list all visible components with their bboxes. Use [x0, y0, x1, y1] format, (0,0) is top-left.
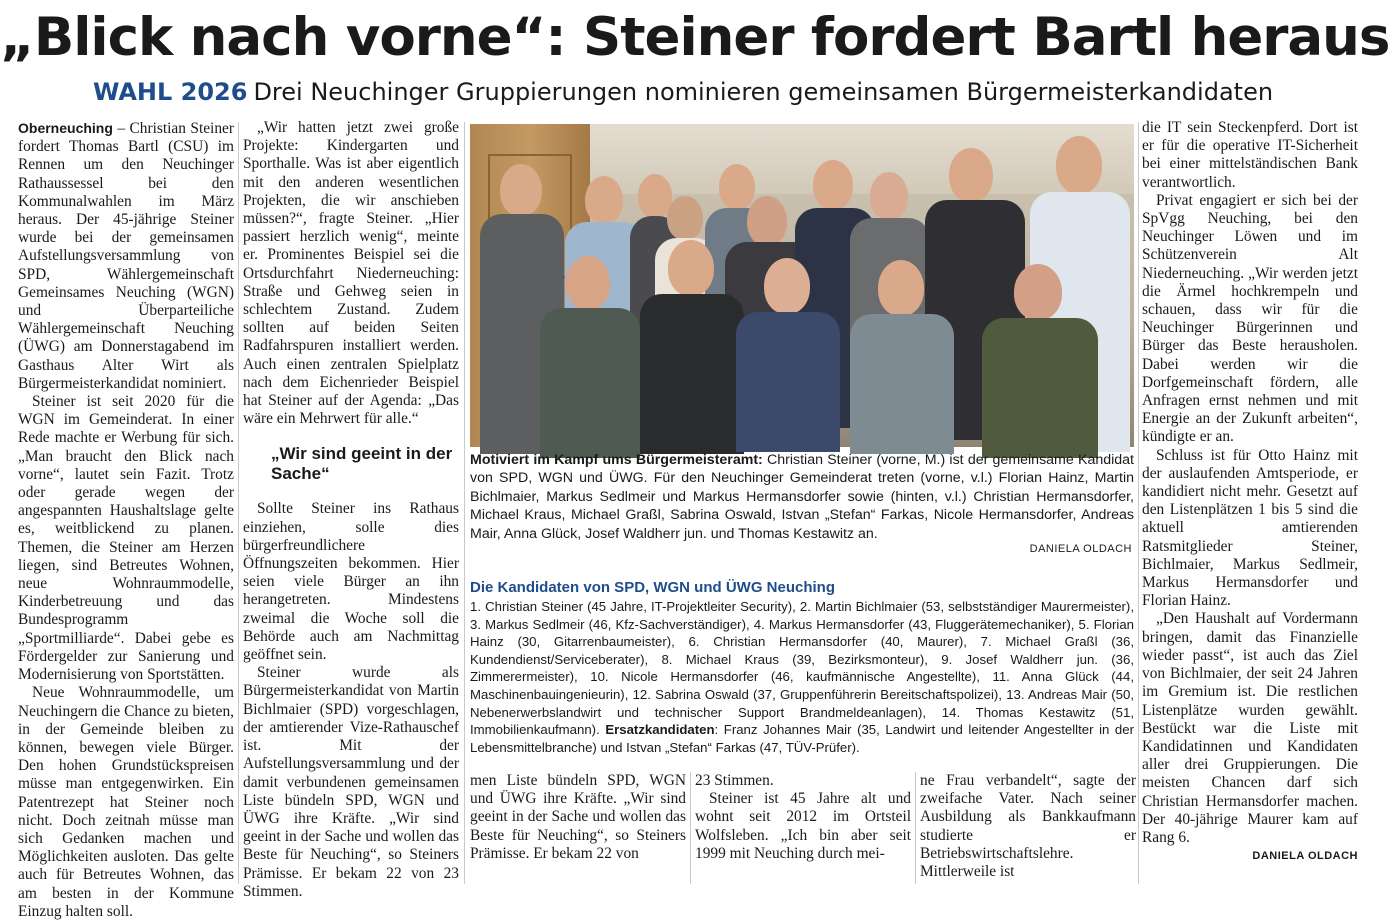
- column-divider: [1138, 122, 1139, 884]
- article-column-right: [1142, 119, 1358, 889]
- article-paragraph: Schluss ist für Otto Hainz mit der auslaufenden Amtsperiode, er kandidiert nicht mehr. Gesetzt auf den Listenplätzen 1 bis 5 sind die aktuell amtierenden Ratsmitglieder Steiner, Bichlmaier, Markus Sedlmeir, Markus Hermansdorfer und Florian Hainz.: [1142, 446, 1358, 610]
- article-column-2: [243, 119, 459, 900]
- article-paragraph: „Wir hatten jetzt zwei große Projekte: Kindergarten und Sporthalle. Was ist aber eigentlich mit den anderen wesentlichen Projekten, die wir anschieben müssen?“, fragte Steiner. „Hier passiert herzlich wenig“, meinte er. Prominentes Beispiel sei die Ortsdurchfahrt Niederneuching: Straße und Gehweg seien in schlechtem Zustand. Zudem sollten auf beiden Seiten Radfahrspuren installiert werden. Auch einen zentralen Spielplatz nach dem Eichenrieder Beispiel hat Steiner auf der Agenda: „Das wäre ein Mehrwert für alle.“: [243, 119, 459, 428]
- article-lower-column-1: [470, 772, 686, 890]
- kicker: WAHL 2026: [92, 78, 248, 106]
- article-paragraph-continued: die IT sein Steckenpferd. Dort ist er für die operative IT-Sicherheit bei einer mittelständischen Bank verantwortlich.: [1142, 119, 1358, 191]
- photo-caption: [470, 451, 1134, 543]
- article-paragraph: Steiner wurde als Bürgermeisterkandidat von Martin Bichlmaier (SPD) vorgeschlagen, der amtierender Vize-Rathauschef ist. Mit der Aufstellungsversammlung und der damit verbundenen gemeinsamen Liste bündeln SPD, WGN und ÜWG ihre Kräfte. „Wir sind geeint in der Sache und wollen das Beste für Neuching“, so Steiners Prämisse. Er bekam 22 von 23 Stimmen.: [243, 664, 459, 900]
- author-byline: DANIELA OLDACH: [1252, 850, 1358, 863]
- article-paragraph: Steiner ist 45 Jahre alt und wohnt seit 2012 im Ortsteil Wolfsleben. „Ich bin aber seit 1999 mit Neuching durch mei-: [695, 790, 911, 862]
- photo-background: [590, 124, 1134, 194]
- article-paragraph-continued: ne Frau verbandelt“, sagte der zweifache Vater. Nach seiner Ausbildung als Bankkaufmann studierte er Betriebswirtschaftslehre. Mittlerweile ist: [920, 772, 1136, 881]
- photo-credit: DANIELA OLDACH: [1029, 543, 1132, 555]
- headline: „Blick nach vorne“: Steiner fordert Bartl heraus: [0, 7, 1389, 68]
- column-divider: [915, 772, 916, 884]
- subheadline: Drei Neuchinger Gruppierungen nominieren gemeinsamen Bürgermeisterkandidaten: [253, 78, 1274, 106]
- article-lower-column-2: [695, 772, 911, 890]
- substitutes-list: : Franz Johannes Mair (35, Landwirt und leitender Angestellter in der Lebensmittelbranche) und Istvan „Stefan“ Farkas (47, TÜV-Prüfer).: [470, 722, 1134, 755]
- article-paragraph: Steiner ist seit 2020 für die WGN im Gemeinderat. In einer Rede machte er Werbung für sich. „Man braucht den Blick nach vorne“, lautet sein Fazit. Trotz oder gerade wegen der angespannten Haushaltslage gelte es, weitblickend zu planen. Themen, die Steiner am Herzen liegen, sind Betreutes Wohnen, neue Wohnraummodelle, Kinderbetreuung und das Bundesprogramm „Sportmilliarde“. Dabei gebe es Fördergelder zur Sanierung und Modernisierung von Sportstätten.: [18, 393, 234, 684]
- candidates-box: [470, 578, 1134, 756]
- article-paragraph: Privat engagiert er sich bei der SpVgg Neuching, bei den Neuchinger Löwen und im Schützenverein Alt Niederneuching. „Wir werden jetzt die Ärmel hochkrempeln und schauen, dass wir für die Neuchinger Bürgerinnen und Bürger das Beste herausholen. Dabei werden wir die Dorfgemeinschaft fördern, alle Anfragen ernst nehmen und mit Energie an der Zukunft arbeiten“, kündigte er an.: [1142, 191, 1358, 446]
- article-paragraph-continued: 23 Stimmen.: [695, 772, 774, 789]
- article-paragraph-continued: men Liste bündeln SPD, WGN und ÜWG ihre Kräfte. „Wir sind geeint in der Sache und wollen das Beste für Neuching“, so Steiners Prämisse. Er bekam 22 von: [470, 772, 686, 862]
- article-paragraph: „Den Haushalt auf Vordermann bringen, damit das Finanzielle wieder passt“, ist auch das Ziel von Bichlmaier, der seit 24 Jahren im Gremium ist. Die restlichen Listenplätze wurden gewählt. Bestückt war die Liste mit Kandidatinnen und Kandidaten aller drei Gruppierungen. Die meisten Chancen darf sich Christian Hermansdorfer machen. Der 40-jährige Maurer kam auf Rang 6.: [1142, 610, 1358, 846]
- caption-text: Christian Steiner (vorne, M.) ist der gemeinsame Kandidat von SPD, WGN und ÜWG. Für den Neuchinger Gemeinderat treten (vorne, v.l.) Florian Hainz, Martin Bichlmaier, Markus Sedlmeir und Markus Hermansdorfer sowie (hinten, v.l.) Christian Hermansdorfer, Michael Kraus, Michael Graßl, Sabrina Oswald, Istvan „Stefan“ Farkas, Nicole Hermansdorfer, Andreas Mair, Anna Glück, Josef Waldherr jun. und Thomas Kestawitz an.: [470, 452, 1134, 542]
- article-paragraph: Neue Wohnraummodelle, um Neuchingern die Chance zu bieten, in der Gemeinde bleiben zu können, bewegen viele Bürger. Den hohen Grundstückspreisen müsse man entgegenwirken. Ein Patentrezept hat Steiner noch nicht. Doch zeitnah müsse man sich Gedanken machen und Möglichkeiten ausloten. Das gelte auch für Betreutes Wohnen, das am besten in der Kommune Einzug halten soll.: [18, 684, 234, 920]
- column-divider: [464, 122, 465, 884]
- candidates-list: 1. Christian Steiner (45 Jahre, IT-Projektleiter Security), 2. Martin Bichlmaier (53, selbstständiger Maurermeister), 3. Markus Sedlmeir (46, Kfz-Sachverständiger), 4. Markus Hermansdorfer (43, Fluggerätemechaniker), 5. Florian Hainz (30, Gitarrenbaumeister), 6. Christian Hermansdorfer (40, Maurer), 7. Michael Graßl (36, Kundendienst/Serviceberater), 8. Michael Kraus (39, Bezirksmonteur), 9. Josef Waldherr jun. (36, Zimmerermeister), 10. Nicole Hermansdorfer (46, kaufmännische Angestellte), 11. Anna Glück (44, Maschinenbauingenieurin), 12. Sabrina Oswald (37, Gruppenführerin Bereitschaftspolizei), 13. Andreas Mair (50, Nebenerwerbslandwirt und technischer Support Brandmeldeanlagen), 14. Thomas Kestawitz (51, Immobilienkaufmann).: [470, 599, 1134, 738]
- article-column-1: [18, 119, 234, 920]
- article-subhead: „Wir sind geeint in der Sache“: [271, 444, 453, 484]
- article-lower-column-3: [920, 772, 1136, 890]
- dateline: Oberneuching: [18, 120, 113, 136]
- paragraph-text: – Christian Steiner fordert Thomas Bartl (CSU) im Rennen um den Neuchinger Rathaussessel bei den Kommunalwahlen im März heraus. Der 45-jährige Steiner wurde bei der gemeinsamen Aufstellungsversammlung von SPD, Wählergemeinschaft Gemeinsames Neuching (WGN) und Überparteiliche Wählergemeinschaft Neuching (ÜWG) am Donnerstagabend im Gasthaus Alter Wirt als Bürgermeisterkandidat nominiert.: [18, 120, 234, 392]
- subheadline-row: [0, 74, 1366, 110]
- caption-lead: Motiviert im Kampf ums Bürgermeisteramt:: [470, 452, 763, 468]
- candidates-box-title: Die Kandidaten von SPD, WGN und ÜWG Neuching: [470, 579, 836, 596]
- column-divider: [690, 772, 691, 884]
- column-divider: [238, 122, 239, 884]
- article-paragraph: Sollte Steiner ins Rathaus einziehen, solle dies bürgerfreundlichere Öffnungszeiten bekommen. Hier seien viele Bürger an ihn herangetreten. Mindestens zweimal die Woche soll die Behörde auch am Nachmittag geöffnet sein.: [243, 500, 459, 664]
- article-paragraph: [18, 119, 234, 393]
- substitutes-label: Ersatzkandidaten: [605, 722, 715, 738]
- group-photo: [470, 124, 1134, 447]
